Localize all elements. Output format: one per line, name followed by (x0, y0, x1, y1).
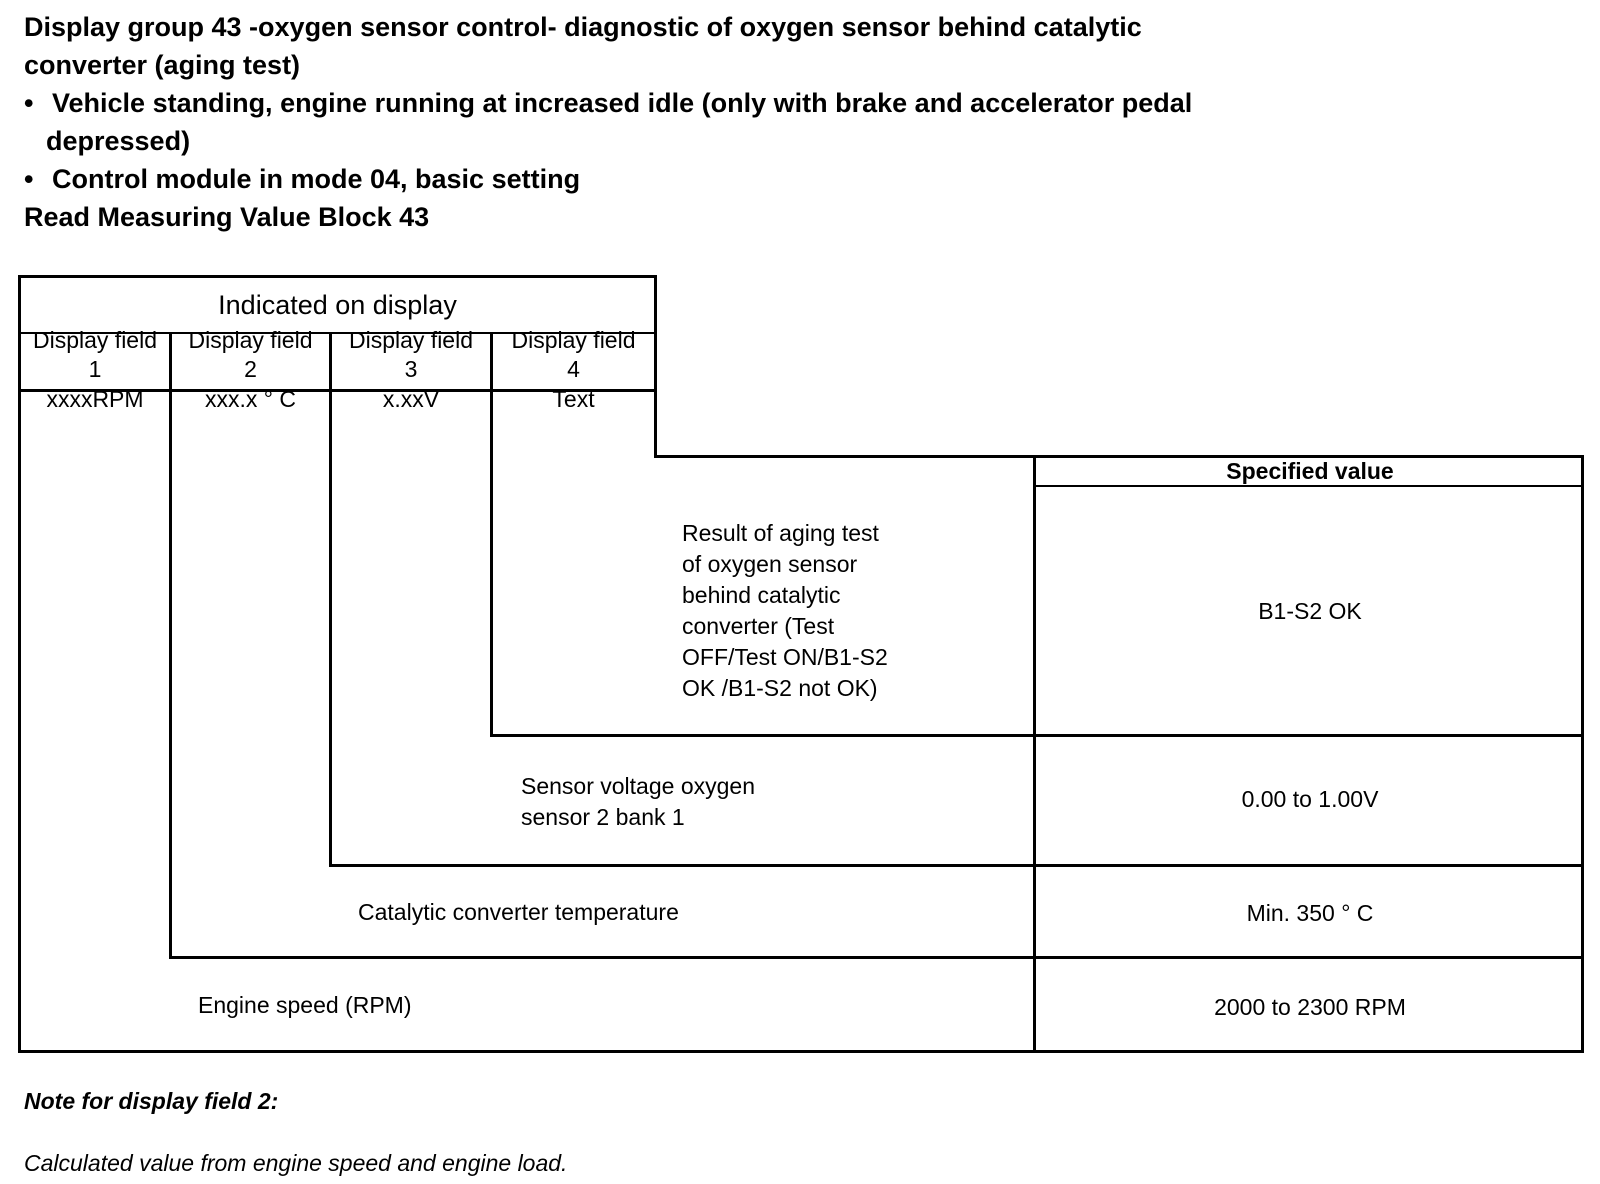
display-field-2-value: xxx.x ° C (205, 386, 296, 412)
display-field-3-value: x.xxV (382, 386, 440, 412)
field-label: Display field (349, 327, 473, 353)
display-field-2-header (172, 326, 329, 382)
description-line: converter (Test (682, 613, 835, 639)
bullet-icon: • (24, 164, 34, 194)
description-line: of oxygen sensor (682, 551, 858, 577)
field-2-3-divider (329, 332, 332, 867)
display-field-1-header (21, 326, 169, 382)
action-instruction: Read Measuring Value Block 43 (24, 202, 430, 232)
field-label: Display field (511, 327, 636, 353)
bullet-icon: • (24, 88, 34, 118)
page-title-line-1: Display group 43 -oxygen sensor control- diagnostic of oxygen sensor behind catalytic (24, 12, 1142, 42)
display-field-4-header (493, 326, 654, 382)
display-field-1-value: xxxxRPM (46, 386, 144, 412)
specified-column-divider (1033, 455, 1036, 1053)
row-1-description (682, 518, 888, 704)
row-2-specified-value: 0.00 to 1.00V (1241, 786, 1379, 812)
row-4-specified-value: 2000 to 2300 RPM (1214, 994, 1406, 1020)
table-border-right (1581, 455, 1584, 1053)
table-border-bottom (18, 1050, 1584, 1053)
display-field-4-value: Text (552, 386, 595, 412)
description-line: Result of aging test (682, 520, 879, 546)
description-line: Catalytic converter temperature (358, 899, 679, 925)
field-label: Display field (188, 327, 313, 353)
row-2-separator (329, 864, 1584, 867)
row-3-separator (169, 956, 1584, 959)
indicated-box-top (18, 275, 657, 278)
page-title-line-2: converter (aging test) (24, 50, 301, 80)
note-title: Note for display field 2: (24, 1088, 279, 1114)
description-line: Engine speed (RPM) (198, 992, 412, 1018)
specified-value-header: Specified value (1226, 458, 1394, 484)
row-3-description (358, 897, 679, 928)
field-1-2-divider (169, 332, 172, 959)
condition-1-continuation: depressed) (46, 126, 191, 156)
description-line: Sensor voltage oxygen (521, 773, 755, 799)
indicated-box-right (654, 275, 657, 458)
description-line: OFF/Test ON/B1-S2 (682, 644, 888, 670)
note-text: Calculated value from engine speed and engine load. (24, 1150, 568, 1176)
row-1-specified-value: B1-S2 OK (1258, 598, 1362, 624)
display-field-3-header (332, 326, 490, 382)
specified-header-divider (1034, 485, 1584, 487)
field-number: 2 (244, 356, 257, 382)
condition-1-text: Vehicle standing, engine running at increased idle (only with brake and accelerator pedal (52, 88, 1193, 118)
description-line: OK /B1-S2 not OK) (682, 675, 878, 701)
field-number: 4 (567, 356, 580, 382)
description-line: behind catalytic (682, 582, 841, 608)
field-number: 1 (88, 356, 102, 382)
row-1-separator (490, 734, 1584, 737)
row-4-description (198, 990, 412, 1021)
condition-2-text: Control module in mode 04, basic setting (52, 164, 581, 194)
row-2-description (521, 771, 755, 833)
field-label: Display field (33, 327, 157, 353)
field-number: 3 (404, 356, 418, 382)
row-3-specified-value: Min. 350 ° C (1246, 900, 1374, 926)
description-line: sensor 2 bank 1 (521, 804, 685, 830)
indicated-on-display-header: Indicated on display (218, 290, 457, 320)
